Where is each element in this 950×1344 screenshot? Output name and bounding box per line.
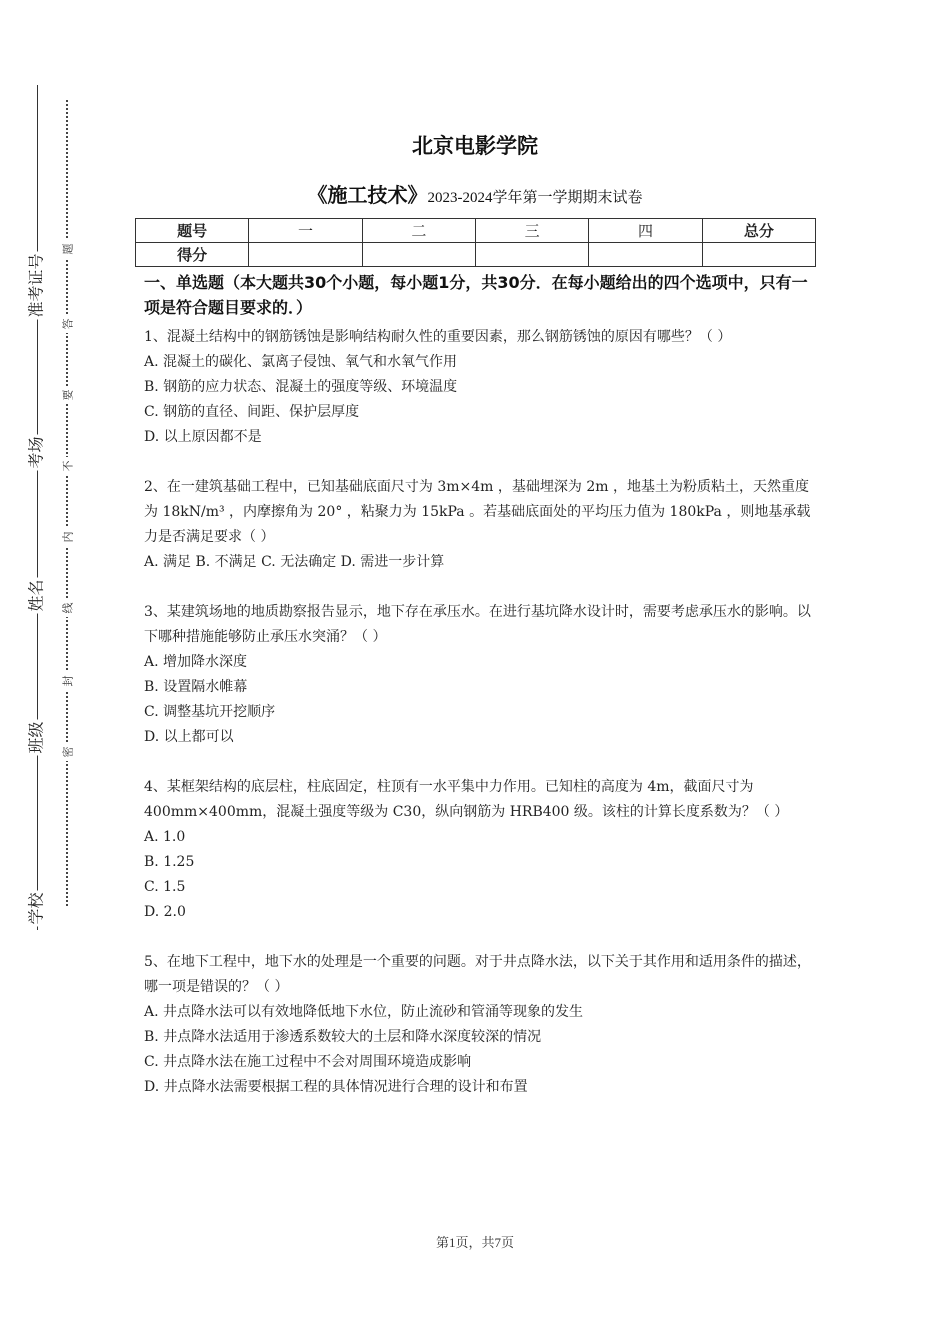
score-table-score-row — [136, 243, 816, 267]
question-option: D. 以上都可以 — [144, 729, 234, 745]
question-option: C. 井点降水法在施工过程中不会对周围环境造成影响 — [144, 1054, 472, 1070]
score-cell: 二 — [362, 219, 475, 243]
question-option: B. 1.25 — [144, 854, 195, 870]
field-label-exam-id: 准考证号 — [20, 245, 50, 325]
question — [144, 775, 812, 925]
binding-dotted-line — [66, 100, 68, 906]
question-option: A. 1.0 — [144, 829, 186, 845]
question-option: C. 钢筋的直径、间距、保护层厚度 — [144, 404, 360, 420]
question-option: D. 井点降水法需要根据工程的具体情况进行合理的设计和布置 — [144, 1079, 528, 1095]
field-label-school: 学校 — [20, 868, 50, 948]
question-option: D. 以上原因都不是 — [144, 429, 262, 445]
question — [144, 325, 812, 450]
score-cell-label: 题号 — [136, 219, 249, 243]
score-cell: 三 — [475, 219, 588, 243]
question-option: C. 调整基坑开挖顺序 — [144, 704, 276, 720]
question-stem: 1、混凝土结构中的钢筋锈蚀是影响结构耐久性的重要因素，那么钢筋锈蚀的原因有哪些？（ ） — [144, 329, 732, 345]
question-option: C. 1.5 — [144, 879, 186, 895]
score-cell-label: 得分 — [136, 243, 249, 267]
question-stem: 2、在一建筑基础工程中，已知基础底面尺寸为 3m×4m ，基础埋深为 2m ，地基土为粉质粘土，天然重度为 18kN/m³ ，内摩擦角为 20° ，粘聚力为 15kPa 。若基础底面处的平均压力值为 180kPa ，则地基承载力是否满足要求（ ） — [144, 479, 811, 545]
field-label-class: 班级 — [20, 697, 50, 777]
score-cell-blank — [362, 243, 475, 267]
exam-content — [144, 270, 812, 1125]
field-label-exam-room: 考场 — [20, 412, 50, 492]
seal-char: 密 — [58, 743, 76, 761]
question-option: B. 设置隔水帷幕 — [144, 679, 248, 695]
question-stem: 4、某框架结构的底层柱，柱底固定，柱顶有一水平集中力作用。已知柱的高度为 4m，截面尺寸为 400mm×400mm，混凝土强度等级为 C30，纵向钢筋为 HRB400 级。该柱的计算长度系数为？（ ） — [144, 779, 789, 820]
section-title: 一、单选题（本大题共30个小题，每小题1分，共30分．在每小题给出的四个选项中，只有一项是符合题目要求的．） — [144, 273, 808, 317]
question — [144, 950, 812, 1100]
exam-term: 2023-2024学年第一学期期末试卷 — [427, 190, 643, 206]
exam-subtitle — [0, 179, 950, 208]
score-cell: 四 — [589, 219, 702, 243]
seal-char: 不 — [58, 457, 76, 475]
score-table-header-row — [136, 219, 816, 243]
question-option: A. 井点降水法可以有效地降低地下水位，防止流砂和管涌等现象的发生 — [144, 1004, 584, 1020]
question-option: A. 增加降水深度 — [144, 654, 248, 670]
seal-char: 题 — [58, 240, 76, 258]
page-footer: 第1页，共7页 — [435, 1235, 514, 1250]
seal-char: 线 — [58, 599, 76, 617]
question-option: A. 满足 B. 不满足 C. 无法确定 D. 需进一步计算 — [144, 554, 445, 570]
question — [144, 600, 812, 750]
score-cell: 一 — [249, 219, 362, 243]
question-stem: 3、某建筑场地的地质勘察报告显示，地下存在承压水。在进行基坑降水设计时，需要考虑承压水的影响。以下哪种措施能够防止承压水突涌？（ ） — [144, 604, 811, 645]
question — [144, 475, 812, 575]
question-option: A. 混凝土的碳化、氯离子侵蚀、氧气和水氧气作用 — [144, 354, 458, 370]
score-cell-blank — [475, 243, 588, 267]
score-table — [135, 218, 816, 267]
score-cell-total: 总分 — [702, 219, 815, 243]
score-cell-blank — [249, 243, 362, 267]
seal-char: 答 — [58, 315, 76, 333]
question-stem: 5、在地下工程中，地下水的处理是一个重要的问题。对于井点降水法，以下关于其作用和适用条件的描述，哪一项是错误的？（ ） — [144, 954, 811, 995]
seal-char: 封 — [58, 672, 76, 690]
seal-char: 要 — [58, 386, 76, 404]
school-title: 北京电影学院 — [412, 134, 538, 158]
binding-solid-line — [37, 85, 38, 930]
seal-char: 内 — [58, 528, 76, 546]
question-option: D. 2.0 — [144, 904, 186, 920]
score-cell-blank — [589, 243, 702, 267]
field-label-name: 姓名 — [20, 555, 50, 635]
question-option: B. 井点降水法适用于渗透系数较大的土层和降水深度较深的情况 — [144, 1029, 542, 1045]
question-option: B. 钢筋的应力状态、混凝土的强度等级、环境温度 — [144, 379, 458, 395]
course-name: 《施工技术》 — [307, 183, 428, 207]
score-cell-blank — [702, 243, 815, 267]
